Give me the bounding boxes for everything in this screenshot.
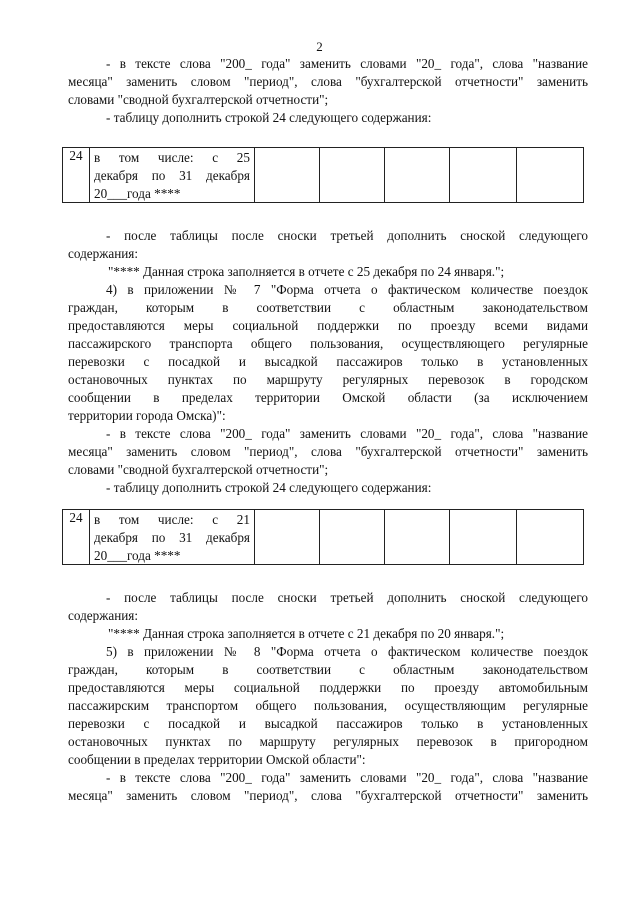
paragraph-line: пассажирского транспорта общего пользования, осуществляющего регулярные (68, 336, 588, 351)
row-text-line: 20___года **** (94, 186, 181, 201)
paragraph-line: словами "сводной бухгалтерской отчетности"; (68, 92, 329, 107)
paragraph-line: - в тексте слова "200_ года" заменить словами "20_ года", слова "название (106, 426, 588, 441)
empty-cell (450, 510, 517, 565)
empty-cell (450, 148, 517, 203)
table-row-24-second (62, 509, 584, 565)
paragraph-line: месяца" заменить словом "период", слова "бухгалтерской отчетности" заменить (68, 74, 588, 89)
empty-cell (255, 510, 320, 565)
paragraph-line: содержания: (68, 246, 139, 261)
empty-cell (517, 510, 584, 565)
paragraph-line: месяца" заменить словом "период", слова "бухгалтерской отчетности" заменить (68, 444, 588, 459)
empty-cell (320, 148, 385, 203)
row-text-line: декабря по 31 декабря (94, 168, 250, 183)
paragraph-line: остановочных пунктах по маршруту регулярных перевозок в городском (68, 372, 588, 387)
paragraph-line: - таблицу дополнить строкой 24 следующего содержания: (106, 110, 432, 125)
paragraph-line: граждан, которым в соответствии с областным законодательством (68, 662, 588, 677)
empty-cell (385, 510, 450, 565)
paragraph-line: - после таблицы после сноски третьей дополнить сноской следующего (106, 228, 588, 243)
empty-cell (320, 510, 385, 565)
page-number: 2 (316, 39, 323, 54)
table-row (63, 148, 584, 203)
paragraph-line: "**** Данная строка заполняется в отчете с 25 декабря по 24 января."; (108, 264, 505, 279)
paragraph-line: граждан, которым в соответствии с областным законодательством (68, 300, 588, 315)
empty-cell (385, 148, 450, 203)
paragraph-line: "**** Данная строка заполняется в отчете с 21 декабря по 20 января."; (108, 626, 505, 641)
row-text-line: 20___года **** (94, 548, 181, 563)
paragraph-line: словами "сводной бухгалтерской отчетности"; (68, 462, 329, 477)
paragraph-line: 5) в приложении № 8 "Форма отчета о фактическом количестве поездок (106, 644, 588, 659)
paragraph-line: предоставляются меры социальной поддержки по проезду всеми видами (68, 318, 588, 333)
paragraph-line: - в тексте слова "200_ года" заменить словами "20_ года", слова "название (106, 56, 588, 71)
paragraph-line: пассажирским транспортом общего пользования, осуществляющим регулярные (68, 698, 588, 713)
table-row (63, 510, 584, 565)
paragraph-line: перевозки с посадкой и высадкой пассажиров только в установленных (68, 354, 588, 369)
paragraph-line: - после таблицы после сноски третьей дополнить сноской следующего (106, 590, 588, 605)
empty-cell (517, 148, 584, 203)
row-text-cell (90, 148, 255, 203)
row-number-cell: 24 (63, 510, 90, 565)
table-row-24-first (62, 147, 584, 203)
row-text-line: в том числе: с 21 (94, 512, 250, 527)
paragraph-line: - таблицу дополнить строкой 24 следующего содержания: (106, 480, 432, 495)
paragraph-line: сообщении в пределах территории Омской области (за исключением (68, 390, 588, 405)
paragraph-line: перевозки с посадкой и высадкой пассажиров только в установленных (68, 716, 588, 731)
paragraph-line: содержания: (68, 608, 139, 623)
row-text-line: в том числе: с 25 (94, 150, 250, 165)
paragraph-line: предоставляются меры социальной поддержки по проезду автомобильным (68, 680, 588, 695)
paragraph-line: 4) в приложении № 7 "Форма отчета о фактическом количестве поездок (106, 282, 588, 297)
paragraph-line: территории города Омска)": (68, 408, 226, 423)
empty-cell (255, 148, 320, 203)
paragraph-line: - в тексте слова "200_ года" заменить словами "20_ года", слова "название (106, 770, 588, 785)
row-text-cell (90, 510, 255, 565)
row-text-line: декабря по 31 декабря (94, 530, 250, 545)
paragraph-line: остановочных пунктах по маршруту регулярных перевозок в пригородном (68, 734, 588, 749)
row-number-cell: 24 (63, 148, 90, 203)
paragraph-line: месяца" заменить словом "период", слова "бухгалтерской отчетности" заменить (68, 788, 588, 803)
paragraph-line: сообщении в пределах территории Омской области": (68, 752, 366, 767)
